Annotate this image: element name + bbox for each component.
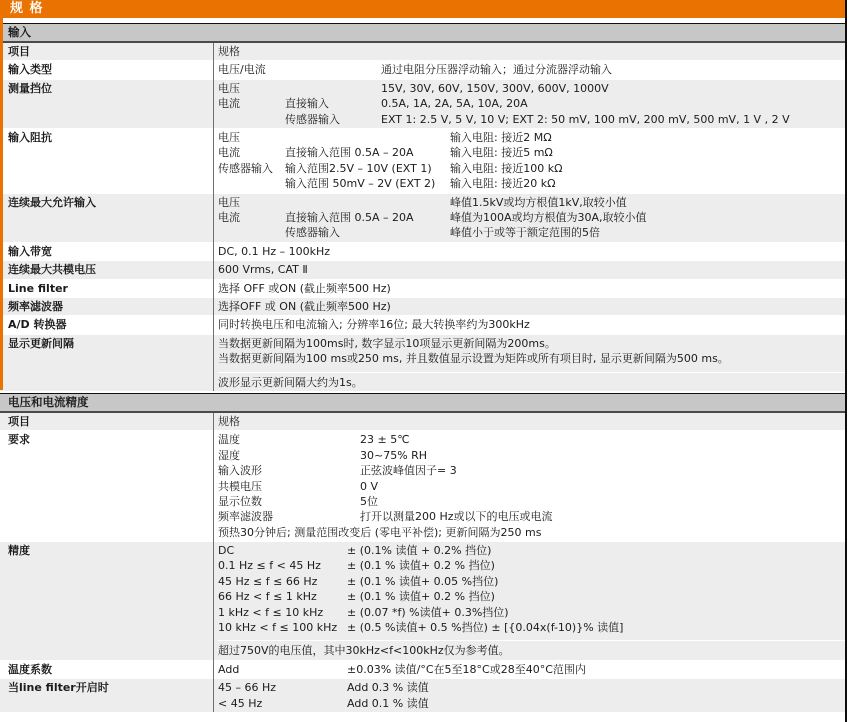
value-line xyxy=(218,44,845,59)
value-segment: 当数据更新间隔为100 ms或250 ms, 并且数值显示设置为矩阵或所有项目时, 显示更新间隔为500 ms。 xyxy=(218,352,729,366)
row-value xyxy=(213,335,845,391)
value-line xyxy=(218,145,845,160)
row-value xyxy=(213,413,845,430)
spec-row xyxy=(0,430,845,541)
value-segment: DC, 0.1 Hz – 100kHz xyxy=(218,244,331,258)
left-accent-stripe xyxy=(0,0,3,390)
spec-row xyxy=(0,541,845,660)
row-value xyxy=(213,431,845,541)
value-segment: 通过电阻分压器浮动输入；通过分流器浮动输入 xyxy=(381,63,612,77)
row-label: 连续最大允许输入 xyxy=(8,195,96,209)
value-segment: 规格 xyxy=(218,45,240,58)
spec-row xyxy=(0,260,845,278)
value-segment: 输入范围 50mV – 2V (EXT 2) xyxy=(285,177,436,191)
value-line xyxy=(218,317,845,332)
value-segment: Add 0.3 % 读值 xyxy=(347,681,429,695)
value-segment: 电流 xyxy=(218,97,240,111)
value-segment: 当数据更新间隔为100ms时, 数字显示10项显示更新间隔为200ms。 xyxy=(218,336,556,350)
value-line xyxy=(218,680,845,695)
spec-row xyxy=(0,678,845,712)
section-header: 输入 xyxy=(0,23,845,43)
value-line xyxy=(218,494,845,509)
value-segment: 30~75% RH xyxy=(360,448,428,462)
row-label: 项目 xyxy=(8,45,30,58)
row-label: 当line filter开启时 xyxy=(8,681,109,695)
spec-row xyxy=(0,43,845,60)
value-segment: ±0.03% 读值/°C在5至18°C或28至40°C范围内 xyxy=(347,662,586,676)
value-segment: ± (0.1 % 读值+ 0.2 % 挡位) xyxy=(347,559,495,573)
value-segment: 10 kHz < f ≤ 100 kHz xyxy=(218,621,338,635)
value-segment: 输入电阻: 接近100 kΩ xyxy=(450,161,563,175)
value-segment: 电流 xyxy=(218,210,240,224)
value-segment: 传感器输入 xyxy=(285,226,340,240)
value-segment: 电压 xyxy=(218,130,240,144)
row-label: 精度 xyxy=(8,544,30,558)
row-label: 温度系数 xyxy=(8,662,52,676)
value-line xyxy=(218,372,845,390)
value-segment: 5位 xyxy=(360,494,378,508)
value-segment: 15V, 30V, 60V, 150V, 300V, 600V, 1000V xyxy=(381,81,609,95)
row-label: 显示更新间隔 xyxy=(8,336,74,350)
row-label: 项目 xyxy=(8,414,30,428)
value-line xyxy=(218,62,845,77)
value-line xyxy=(218,225,845,240)
value-segment: 23 ± 5℃ xyxy=(360,433,410,447)
value-segment: 传感器输入 xyxy=(218,161,273,175)
value-line xyxy=(218,96,845,111)
value-line xyxy=(218,448,845,463)
value-segment: Add 0.1 % 读值 xyxy=(347,696,429,710)
value-segment: 66 Hz < f ≤ 1 kHz xyxy=(218,590,317,604)
value-segment: 600 Vrms, CAT Ⅱ xyxy=(218,263,308,277)
value-segment: 0.1 Hz ≤ f < 45 Hz xyxy=(218,559,321,573)
value-segment: ± (0.5 %读值+ 0.5 %挡位) ± [{0.04x(f-10)}% 读值] xyxy=(347,621,624,635)
value-segment: 正弦波峰值因子= 3 xyxy=(360,464,457,478)
value-line xyxy=(218,543,845,558)
row-value xyxy=(213,129,845,193)
value-segment: 超过750V的电压值，其中30kHz<f<100kHz仅为参考值。 xyxy=(218,644,510,658)
value-segment: ± (0.1 % 读值+ 0.05 %挡位) xyxy=(347,574,499,588)
row-label: A/D 转换器 xyxy=(8,318,67,332)
value-segment: 直接输入范围 0.5A – 20A xyxy=(285,210,414,224)
value-line xyxy=(218,299,845,314)
spec-table xyxy=(0,43,845,391)
row-label: 测量挡位 xyxy=(8,81,52,95)
value-line xyxy=(218,351,845,366)
value-segment: Add xyxy=(218,662,240,676)
value-line xyxy=(218,463,845,478)
value-line xyxy=(218,432,845,447)
value-segment: 输入范围2.5V – 10V (EXT 1) xyxy=(285,161,432,175)
value-segment: ± (0.1 % 读值+ 0.2 % 挡位) xyxy=(347,590,495,604)
value-segment: 湿度 xyxy=(218,448,240,462)
value-segment: 打开以测量200 Hz或以下的电压或电流 xyxy=(360,510,553,524)
value-segment: 电压 xyxy=(218,195,240,209)
value-segment: 峰值为100A或均方根值为30A,取较小值 xyxy=(450,210,647,224)
value-segment: 输入电阻: 接近2 MΩ xyxy=(450,130,552,144)
value-segment: 输入波形 xyxy=(218,464,262,478)
spec-row xyxy=(0,242,845,260)
value-segment: 峰值小于或等于额定范围的5倍 xyxy=(450,226,600,240)
value-segment: 频率滤波器 xyxy=(218,510,273,524)
row-label: 频率滤波器 xyxy=(8,299,63,313)
value-line xyxy=(218,620,845,635)
value-line xyxy=(218,662,845,677)
row-value xyxy=(213,243,845,260)
value-segment: 电压/电流 xyxy=(218,63,266,77)
row-value xyxy=(213,43,845,60)
value-segment: 电压 xyxy=(218,81,240,95)
value-segment: 峰值1.5kV或均方根值1kV,取较小值 xyxy=(450,195,627,209)
value-line xyxy=(218,244,845,259)
value-line xyxy=(218,640,845,658)
row-value xyxy=(213,316,845,333)
value-line xyxy=(218,336,845,351)
spec-row xyxy=(0,334,845,391)
value-segment: 直接输入 xyxy=(285,97,329,111)
spec-row xyxy=(0,128,845,193)
value-line xyxy=(218,176,845,191)
value-segment: 电流 xyxy=(218,146,240,160)
row-label: 连续最大共模电压 xyxy=(8,263,96,277)
value-segment: ± (0.1% 读值 + 0.2% 挡位) xyxy=(347,544,492,558)
value-segment: 1 kHz < f ≤ 10 kHz xyxy=(218,605,324,619)
value-line xyxy=(218,161,845,176)
spec-row xyxy=(0,297,845,315)
value-line xyxy=(218,574,845,589)
value-line xyxy=(218,696,845,711)
value-segment: 输入电阻: 接近20 kΩ xyxy=(450,177,556,191)
value-segment: 温度 xyxy=(218,433,240,447)
value-segment: EXT 1: 2.5 V, 5 V, 10 V; EXT 2: 50 mV, 100 mV, 200 mV, 500 mV, 1 V , 2 V xyxy=(381,112,790,126)
value-line xyxy=(218,195,845,210)
value-segment: 预热30分钟后; 测量范围改变后 (零电平补偿); 更新间隔为250 ms xyxy=(218,525,542,539)
clipped-bottom-row xyxy=(0,712,845,721)
value-line xyxy=(218,605,845,620)
row-value xyxy=(213,61,845,78)
value-segment: 45 Hz ≤ f ≤ 66 Hz xyxy=(218,574,318,588)
spec-table xyxy=(0,413,845,712)
value-segment: ± (0.07 *f) %读值+ 0.3%挡位) xyxy=(347,605,509,619)
value-line xyxy=(218,589,845,604)
value-line xyxy=(218,262,845,277)
value-line xyxy=(218,130,845,145)
value-segment: DC xyxy=(218,544,235,558)
value-segment: 共模电压 xyxy=(218,479,262,493)
value-segment: 0 V xyxy=(360,479,379,493)
row-value xyxy=(213,661,845,678)
row-value xyxy=(213,298,845,315)
row-value xyxy=(213,679,845,712)
value-segment: 输入电阻: 接近5 mΩ xyxy=(450,146,553,160)
value-segment: 选择OFF 或 ON (截止频率500 Hz) xyxy=(218,299,391,313)
value-segment: 规格 xyxy=(218,414,240,428)
row-value xyxy=(213,542,845,660)
section-header: 电压和电流精度 xyxy=(0,393,845,413)
row-label: 输入带宽 xyxy=(8,244,52,258)
value-segment: 同时转换电压和电流输入; 分辨率16位; 最大转换率约为300kHz xyxy=(218,318,530,332)
value-line xyxy=(218,281,845,296)
value-line xyxy=(218,414,845,429)
value-segment: 0.5A, 1A, 2A, 5A, 10A, 20A xyxy=(381,97,528,111)
spec-row xyxy=(0,193,845,242)
value-segment: 选择 OFF 或ON (截止频率500 Hz) xyxy=(218,281,391,295)
value-line xyxy=(218,525,845,540)
page-title: 规 格 xyxy=(10,1,44,16)
spec-row xyxy=(0,79,845,128)
page-title-bar xyxy=(0,0,845,18)
value-segment: 显示位数 xyxy=(218,494,262,508)
value-segment: 波形显示更新间隔大约为1s。 xyxy=(218,375,363,389)
row-value xyxy=(213,194,845,242)
value-line xyxy=(218,558,845,573)
row-value xyxy=(213,80,845,128)
spec-row xyxy=(0,315,845,333)
value-line xyxy=(218,210,845,225)
spec-row xyxy=(0,660,845,678)
value-segment: 传感器输入 xyxy=(285,112,340,126)
row-label: 输入阻抗 xyxy=(8,130,52,144)
value-line xyxy=(218,112,845,127)
row-label: 输入类型 xyxy=(8,63,52,77)
spec-tables xyxy=(0,23,845,712)
value-line xyxy=(218,479,845,494)
row-value xyxy=(213,280,845,297)
row-label: 要求 xyxy=(8,433,30,447)
value-segment: 45 – 66 Hz xyxy=(218,681,277,695)
value-segment: 直接输入范围 0.5A – 20A xyxy=(285,146,414,160)
value-segment: < 45 Hz xyxy=(218,696,263,710)
spec-row xyxy=(0,413,845,430)
value-line xyxy=(218,509,845,524)
value-line xyxy=(218,81,845,96)
spec-row xyxy=(0,60,845,78)
row-value xyxy=(213,261,845,278)
row-label: Line filter xyxy=(8,281,68,295)
spec-row xyxy=(0,279,845,297)
